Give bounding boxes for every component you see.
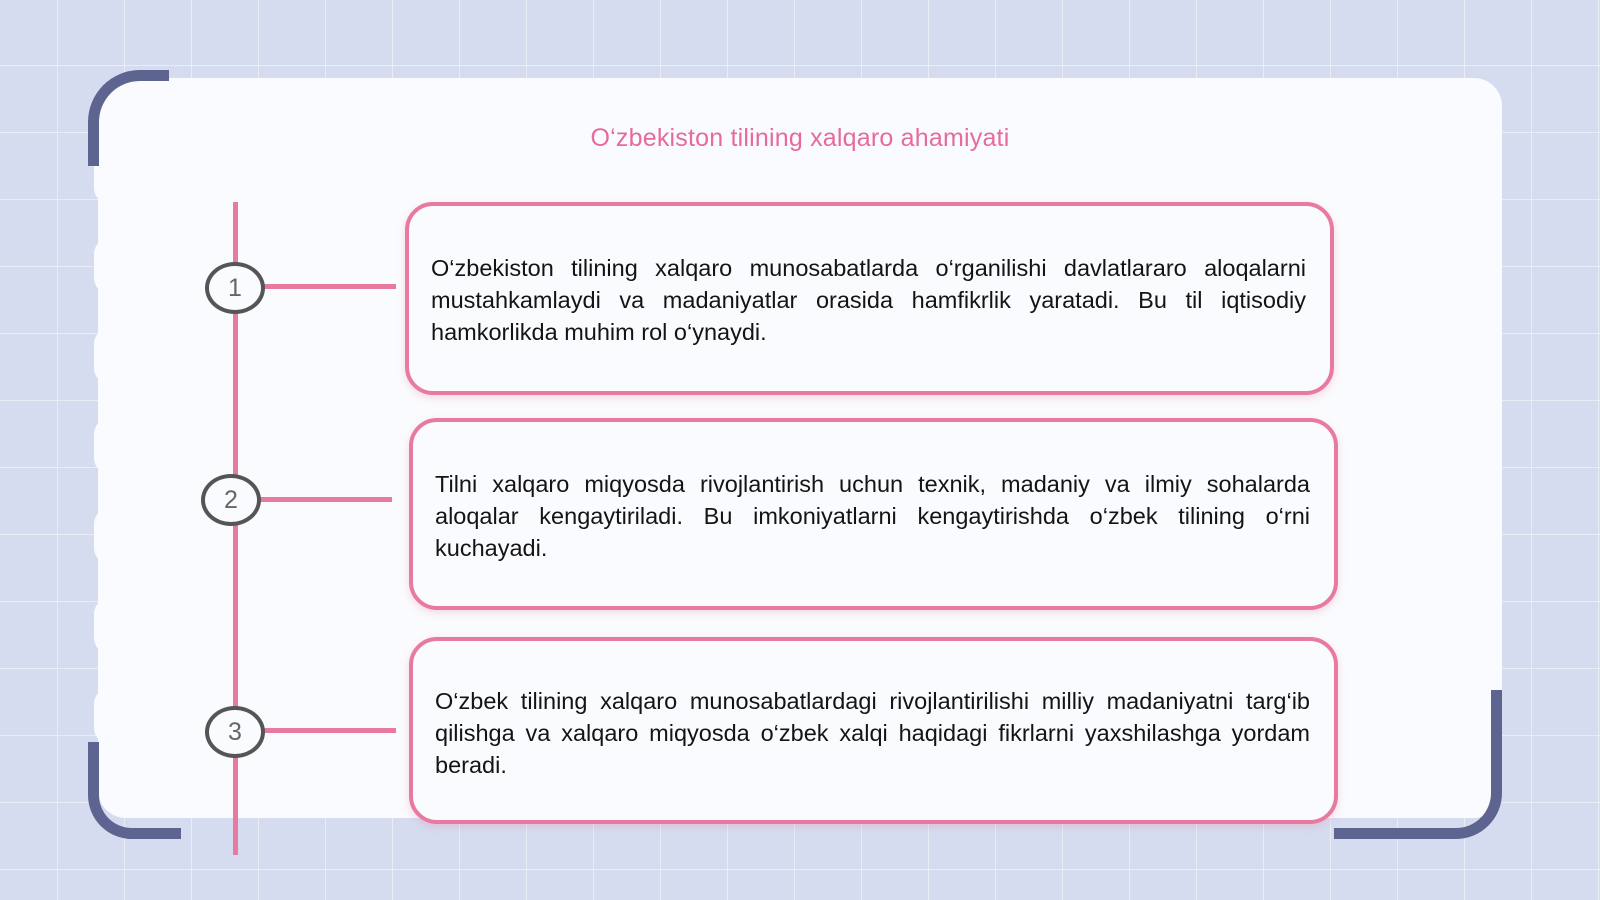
info-card-3-text: O‘zbek tilining xalqaro munosabatlardagi rivojlantirilishi milliy madaniyatni targ‘ib qilishga va xalqaro miqyosda o‘zbek xalqi haqidagi fikrlarni yaxshilashga yordam beradi. [435, 688, 1310, 778]
paper-scallop [94, 238, 126, 294]
paper-scallop [94, 328, 126, 384]
timeline-connector [262, 284, 396, 289]
step-number-2: 2 [201, 474, 261, 526]
paper-scallop [94, 598, 126, 654]
info-card-1-text: O‘zbekiston tilining xalqaro munosabatlarda o‘rganilishi davlatlararo aloqalarni mustahkamlaydi va madaniyatlar orasida hamfikrlik yaratadi. Bu til iqtisodiy hamkorlikda muhim rol o‘ynaydi. [431, 255, 1306, 345]
step-number-3: 3 [205, 706, 265, 758]
paper-scallop [94, 418, 126, 474]
step-number-1: 1 [205, 262, 265, 314]
timeline-connector [262, 728, 396, 733]
paper-scallop [94, 688, 126, 744]
paper-scallop [94, 508, 126, 564]
slide-title: O‘zbekiston tilining xalqaro ahamiyati [590, 124, 1010, 152]
info-card-2-text: Tilni xalqaro miqyosda rivojlantirish uchun texnik, madaniy va ilmiy sohalarda aloqalar kengaytiriladi. Bu imkoniyatlarni kengaytirishda o‘zbek tilining o‘rni kuchayadi. [435, 471, 1310, 561]
timeline-connector [258, 497, 392, 502]
corner-bracket-bottom-left [88, 742, 181, 839]
corner-bracket-bottom-right [1334, 690, 1502, 839]
